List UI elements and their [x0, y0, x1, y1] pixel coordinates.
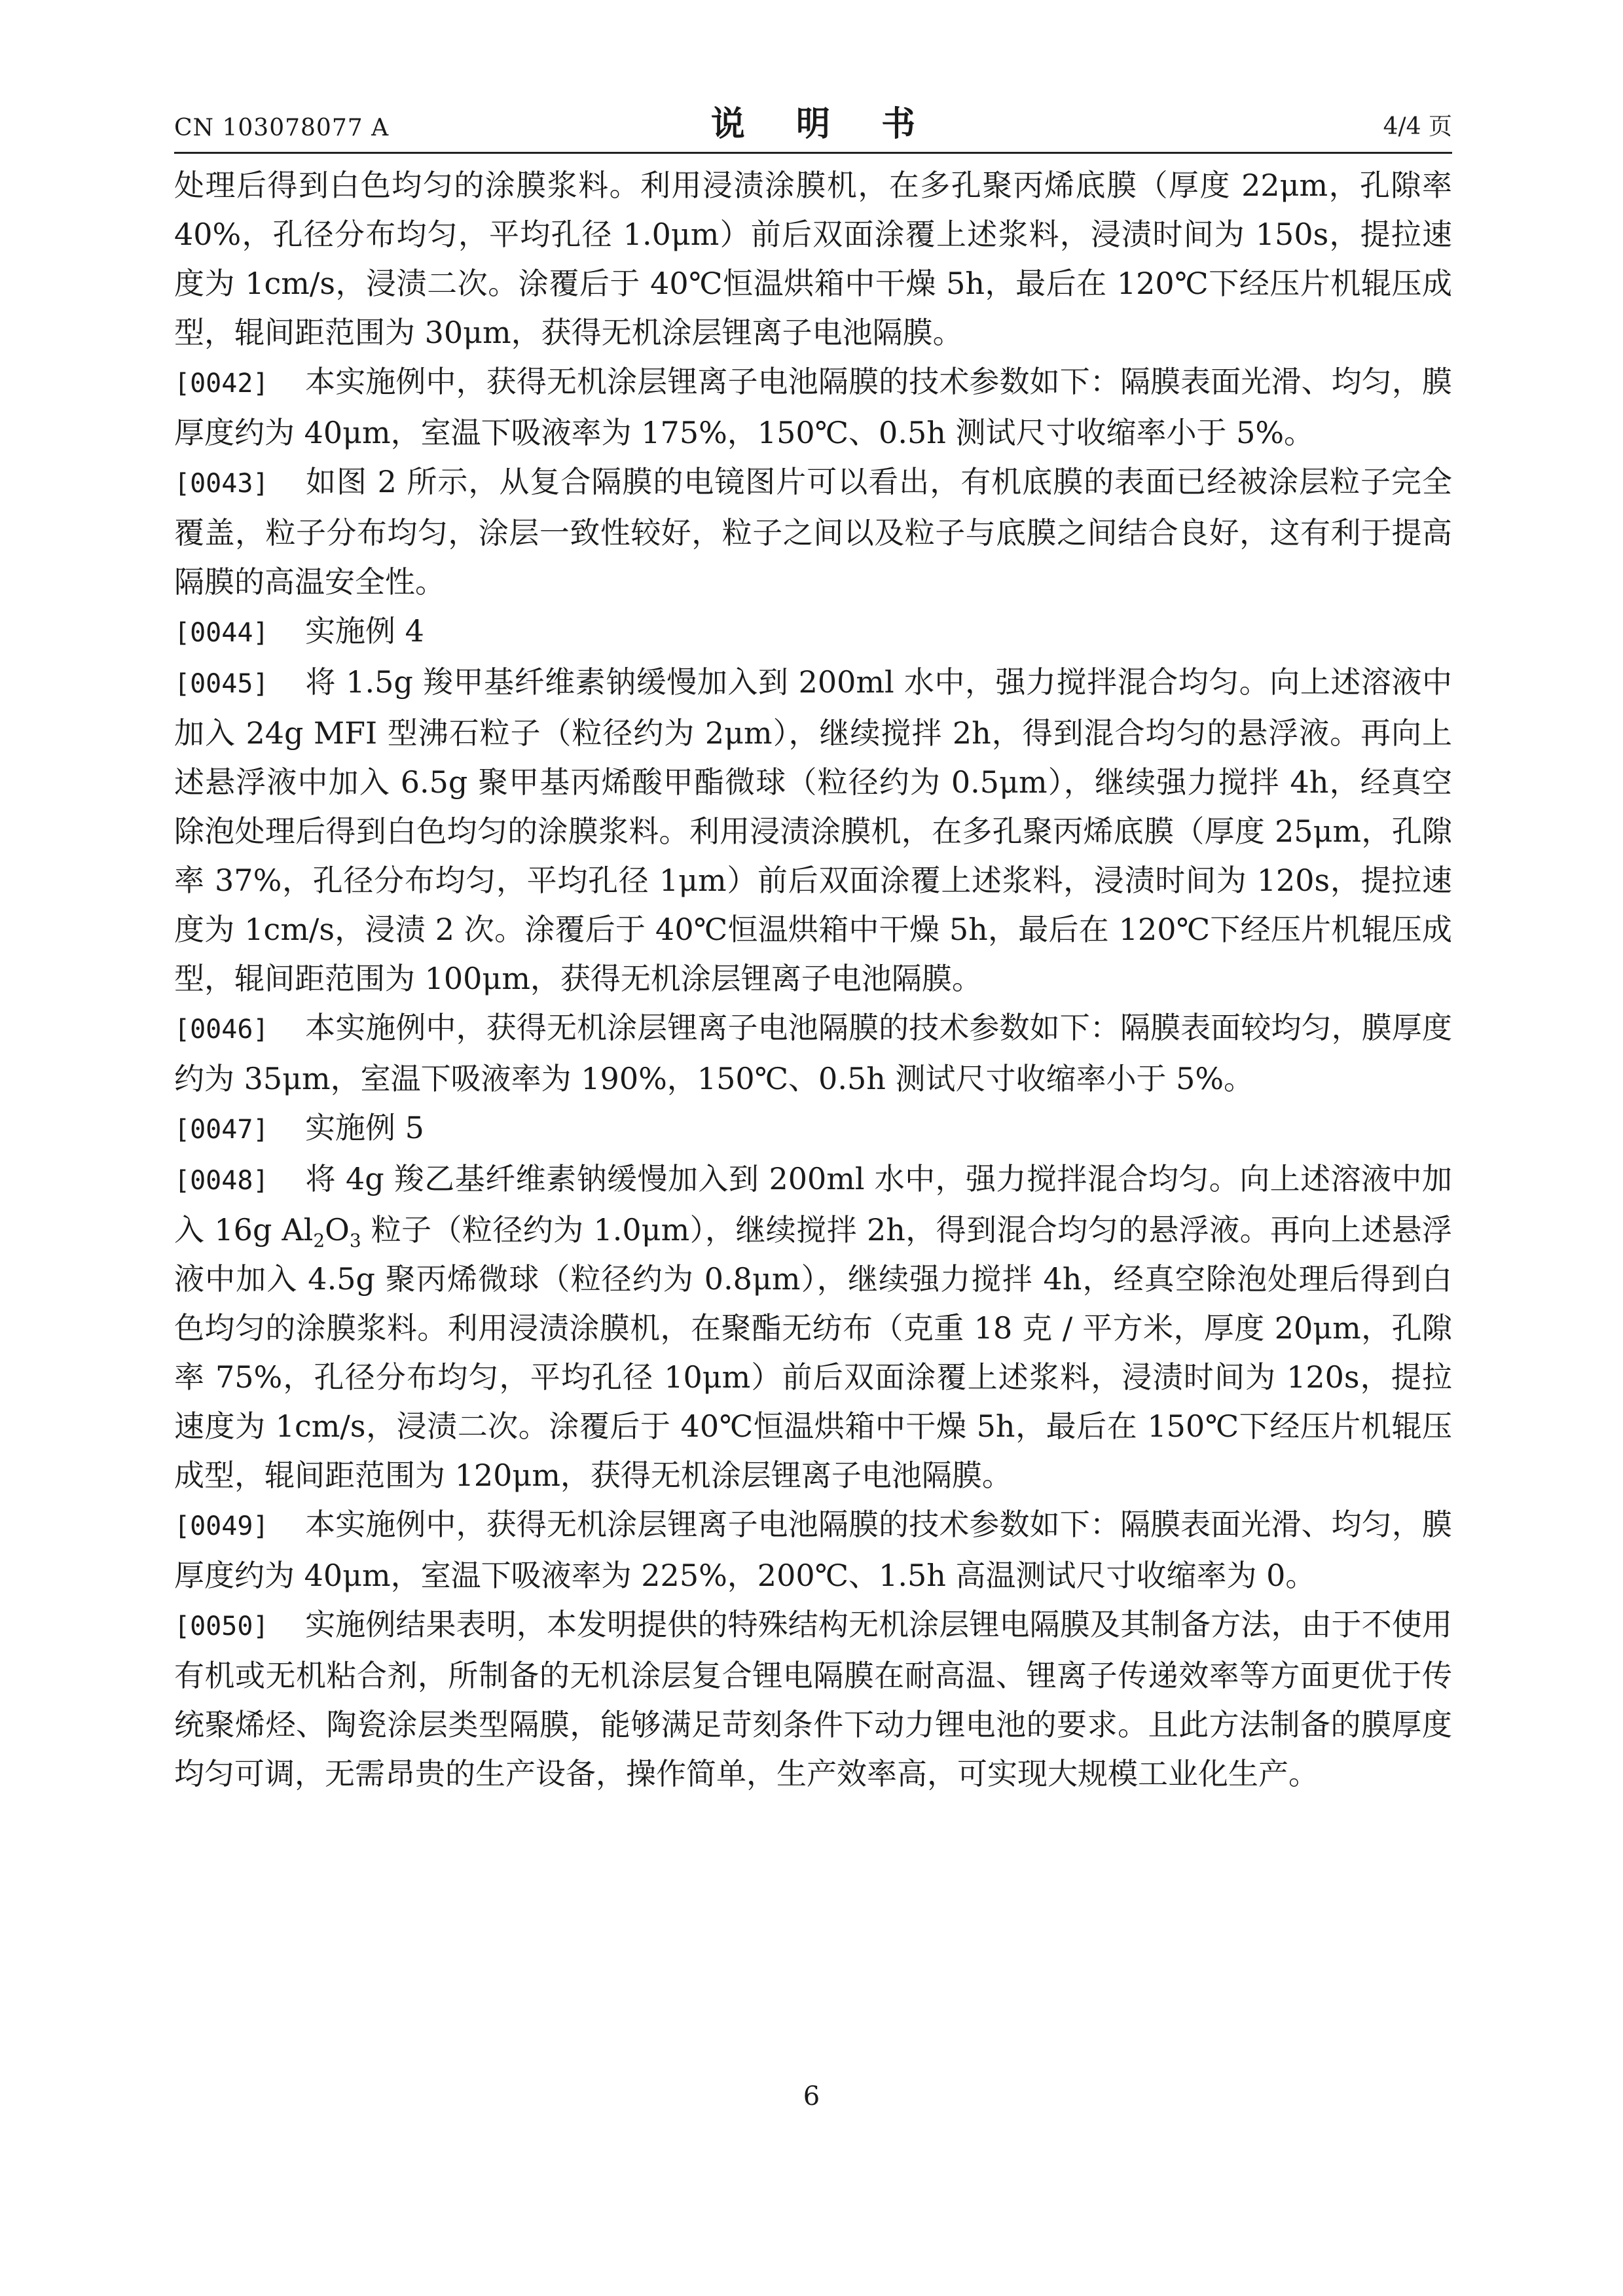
paragraph-text: 如图 2 所示，从复合隔膜的电镜图片可以看出，有机底膜的表面已经被涂层粒子完全覆盖，粒子分布均匀，涂层一致性较好，粒子之间以及粒子与底膜之间结合良好，这有利于提高隔膜的高温安全性。 — [174, 464, 1452, 600]
header-rule — [174, 152, 1452, 154]
paragraph-text: 本实施例中，获得无机涂层锂离子电池隔膜的技术参数如下：隔膜表面较均匀，膜厚度约为 35μm，室温下吸液率为 190%，150℃、0.5h 测试尺寸收缩率小于 5%。 — [174, 1010, 1452, 1096]
paragraph-0049 — [174, 1500, 1452, 1600]
paragraph-continued — [174, 161, 1452, 357]
paragraph-0044 — [174, 607, 1452, 658]
subscript: 2 — [313, 1230, 325, 1252]
paragraph-0047 — [174, 1103, 1452, 1155]
paragraph-number: [0047] — [174, 1115, 269, 1145]
paragraph-text: 实施例结果表明，本发明提供的特殊结构无机涂层锂电隔膜及其制备方法，由于不使用有机或无机粘合剂，所制备的无机涂层复合锂电隔膜在耐高温、锂离子传递效率等方面更优于传统聚烯烃、陶瓷涂层类型隔膜，能够满足苛刻条件下动力锂电池的要求。且此方法制备的膜厚度均匀可调，无需昂贵的生产设备，操作简单，生产效率高，可实现大规模工业化生产。 — [174, 1607, 1452, 1791]
paragraph-0046 — [174, 1003, 1452, 1103]
paragraph-text: 将 1.5g 羧甲基纤维素钠缓慢加入到 200ml 水中，强力搅拌混合均匀。向上述溶液中加入 24g MFI 型沸石粒子（粒径约为 2μm），继续搅拌 2h，得到混合均匀的悬浮液。再向上述悬浮液中加入 6.5g 聚甲基丙烯酸甲酯微球（粒径约为 0.5μm），继续强力搅拌 4h，经真空除泡处理后得到白色均匀的涂膜浆料。利用浸渍涂膜机，在多孔聚丙烯底膜（厚度 25μm，孔隙率 37%，孔径分布均匀，平均孔径 1μm）前后双面涂覆上述浆料，浸渍时间为 120s，提拉速度为 1cm/s，浸渍 2 次。涂覆后于 40℃恒温烘箱中干燥 5h，最后在 120℃下经压片机辊压成型，辊间距范围为 100μm，获得无机涂层锂离子电池隔膜。 — [174, 664, 1452, 996]
paragraph-number: [0050] — [174, 1611, 269, 1641]
paragraph-text-after: 粒子（粒径约为 1.0μm），继续搅拌 2h，得到混合均匀的悬浮液。再向上述悬浮液中加入 4.5g 聚丙烯微球（粒径约为 0.8μm），继续强力搅拌 4h，经真空除泡处理后得到白色均匀的涂膜浆料。利用浸渍涂膜机，在聚酯无纺布（克重 18 克 / 平方米，厚度 20μm，孔隙率 75%，孔径分布均匀，平均孔径 10μm）前后双面涂覆上述浆料，浸渍时间为 120s，提拉速度为 1cm/s，浸渍二次。涂覆后于 40℃恒温烘箱中干燥 5h，最后在 150℃下经压片机辊压成型，辊间距范围为 120μm，获得无机涂层锂离子电池隔膜。 — [174, 1212, 1453, 1493]
paragraph-0048 — [174, 1155, 1452, 1500]
paragraph-number: [0046] — [174, 1014, 269, 1045]
paragraph-number: [0045] — [174, 669, 269, 699]
paragraph-text-mid: O — [325, 1212, 350, 1247]
paragraph-text: 实施例 4 — [305, 613, 424, 649]
patent-number: CN 103078077 A — [174, 115, 390, 141]
subscript: 3 — [349, 1230, 361, 1252]
paragraph-number: [0049] — [174, 1511, 269, 1541]
page-header — [174, 98, 1452, 151]
document-title: 说 明 书 — [710, 104, 936, 144]
document-body — [174, 161, 1452, 1799]
paragraph-number: [0042] — [174, 368, 269, 399]
paragraph-text: 实施例 5 — [305, 1110, 424, 1145]
paragraph-0045 — [174, 658, 1452, 1003]
paragraph-0043 — [174, 457, 1452, 607]
paragraph-0042 — [174, 357, 1452, 457]
paragraph-0050 — [174, 1600, 1452, 1799]
paragraph-text: 本实施例中，获得无机涂层锂离子电池隔膜的技术参数如下：隔膜表面光滑、均匀，膜厚度约为 40μm，室温下吸液率为 225%，200℃、1.5h 高温测试尺寸收缩率为 0。 — [174, 1507, 1452, 1593]
paragraph-number: [0044] — [174, 618, 269, 648]
page-number: 6 — [803, 2081, 820, 2111]
page-indicator: 4/4 页 — [1383, 113, 1452, 140]
paragraph-number: [0048] — [174, 1166, 269, 1196]
paragraph-text-before: 将 4g 羧乙基纤维素钠缓慢加入到 200ml 水中，强力搅拌混合均匀。向上述溶液中加入 16g Al — [174, 1161, 1452, 1247]
paragraph-text: 处理后得到白色均匀的涂膜浆料。利用浸渍涂膜机，在多孔聚丙烯底膜（厚度 22μm，孔隙率 40%，孔径分布均匀，平均孔径 1.0μm）前后双面涂覆上述浆料，浸渍时间为 150s，提拉速度为 1cm/s，浸渍二次。涂覆后于 40℃恒温烘箱中干燥 5h，最后在 120℃下经压片机辊压成型，辊间距范围为 30μm，获得无机涂层锂离子电池隔膜。 — [174, 168, 1452, 350]
paragraph-text: 本实施例中，获得无机涂层锂离子电池隔膜的技术参数如下：隔膜表面光滑、均匀，膜厚度约为 40μm，室温下吸液率为 175%，150℃、0.5h 测试尺寸收缩率小于 5%。 — [174, 364, 1452, 450]
paragraph-number: [0043] — [174, 469, 269, 499]
